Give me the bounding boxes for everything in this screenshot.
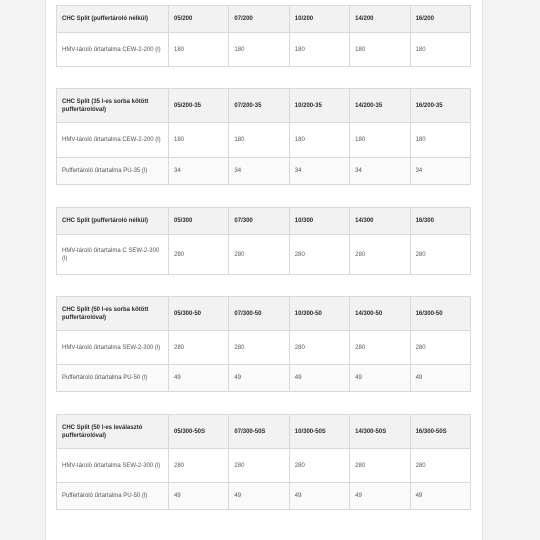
header-cell-model: CHC Split (50 l-es leválasztó puffertárolóval) <box>57 415 169 449</box>
header-cell: 14/200-35 <box>350 89 410 123</box>
table-cell: 34 <box>289 158 349 185</box>
table-cell: 280 <box>410 235 470 275</box>
table-cell: 180 <box>410 33 470 67</box>
table-cell: 180 <box>410 123 470 158</box>
table-cell: 180 <box>350 123 410 158</box>
header-cell: 16/200-35 <box>410 89 470 123</box>
table-cell: 280 <box>350 331 410 365</box>
header-cell-model: CHC Split (puffertároló nélkül) <box>57 208 169 235</box>
header-cell: 14/300-50S <box>350 415 410 449</box>
table-cell: 180 <box>229 33 289 67</box>
header-cell: 05/300-50S <box>169 415 229 449</box>
spec-table-chc-split-300 <box>56 207 471 275</box>
spec-table-chc-split-200 <box>56 5 471 67</box>
table-cell: 280 <box>169 331 229 365</box>
header-cell-model: CHC Split (50 l-es sorba kötött puffertárolóval) <box>57 297 169 331</box>
header-cell: 14/300 <box>350 208 410 235</box>
table-row <box>57 449 471 483</box>
table-cell: 180 <box>289 33 349 67</box>
table-row <box>57 158 471 185</box>
table-cell: 49 <box>350 483 410 510</box>
table-row <box>57 33 471 67</box>
table-cell: 280 <box>350 235 410 275</box>
header-cell: 10/200-35 <box>289 89 349 123</box>
table-cell: 280 <box>350 449 410 483</box>
table-cell: 280 <box>289 449 349 483</box>
row-label: Puffertároló űrtartalma PU-35 (l) <box>57 158 169 185</box>
header-cell: 16/300-50S <box>410 415 470 449</box>
header-cell: 05/200-35 <box>169 89 229 123</box>
table-cell: 34 <box>410 158 470 185</box>
row-label: HMV-tároló űrtartalma SEW-2-300 (l) <box>57 449 169 483</box>
table-row <box>57 365 471 392</box>
table-header-row <box>57 415 471 449</box>
table-row <box>57 235 471 275</box>
table-row <box>57 483 471 510</box>
table-cell: 280 <box>229 235 289 275</box>
table-header-row <box>57 297 471 331</box>
table-cell: 180 <box>289 123 349 158</box>
header-cell: 05/300-50 <box>169 297 229 331</box>
table-cell: 49 <box>169 483 229 510</box>
header-cell: 16/300 <box>410 208 470 235</box>
spec-table-chc-split-300-50 <box>56 296 471 392</box>
table-cell: 49 <box>229 365 289 392</box>
table-cell: 280 <box>289 235 349 275</box>
table-cell: 280 <box>169 235 229 275</box>
table-cell: 280 <box>229 331 289 365</box>
spec-table-chc-split-300-50s <box>56 414 471 510</box>
row-label: Puffertároló űrtartalma PU-50 (l) <box>57 483 169 510</box>
header-cell: 07/300-50 <box>229 297 289 331</box>
header-cell: 14/300-50 <box>350 297 410 331</box>
header-cell: 07/300-50S <box>229 415 289 449</box>
row-label: HMV-tároló űrtartalma CEW-2-200 (l) <box>57 123 169 158</box>
table-cell: 49 <box>350 365 410 392</box>
table-cell: 49 <box>410 483 470 510</box>
header-cell: 07/200-35 <box>229 89 289 123</box>
header-cell: 14/200 <box>350 6 410 33</box>
header-cell: 05/300 <box>169 208 229 235</box>
table-cell: 49 <box>289 365 349 392</box>
table-cell: 180 <box>169 33 229 67</box>
row-label: HMV-tároló űrtartalma CEW-2-200 (l) <box>57 33 169 67</box>
table-cell: 280 <box>289 331 349 365</box>
header-cell: 16/300-50 <box>410 297 470 331</box>
header-cell-model: CHC Split (35 l-es sorba kötött puffertárolóval) <box>57 89 169 123</box>
table-cell: 34 <box>169 158 229 185</box>
table-row <box>57 123 471 158</box>
table-header-row <box>57 208 471 235</box>
header-cell: 07/200 <box>229 6 289 33</box>
header-cell: 10/300 <box>289 208 349 235</box>
row-label: Puffertároló űrtartalma PU-50 (l) <box>57 365 169 392</box>
table-cell: 180 <box>350 33 410 67</box>
table-cell: 180 <box>229 123 289 158</box>
table-cell: 34 <box>229 158 289 185</box>
table-cell: 49 <box>169 365 229 392</box>
table-cell: 280 <box>410 449 470 483</box>
spec-table-chc-split-200-35 <box>56 88 471 185</box>
table-header-row <box>57 89 471 123</box>
table-cell: 280 <box>410 331 470 365</box>
header-cell: 10/200 <box>289 6 349 33</box>
table-cell: 280 <box>229 449 289 483</box>
table-cell: 280 <box>169 449 229 483</box>
header-cell: 10/300-50S <box>289 415 349 449</box>
table-cell: 49 <box>410 365 470 392</box>
header-cell: 05/200 <box>169 6 229 33</box>
row-label: HMV-tároló űrtartalma C SEW-2-300 (l) <box>57 235 169 275</box>
header-cell: 16/200 <box>410 6 470 33</box>
table-row <box>57 331 471 365</box>
table-header-row <box>57 6 471 33</box>
table-cell: 49 <box>289 483 349 510</box>
content-page <box>45 0 483 540</box>
header-cell: 10/300-50 <box>289 297 349 331</box>
row-label: HMV-tároló űrtartalma SEW-2-300 (l) <box>57 331 169 365</box>
header-cell: 07/300 <box>229 208 289 235</box>
header-cell-model: CHC Split (puffertároló nélkül) <box>57 6 169 33</box>
table-cell: 49 <box>229 483 289 510</box>
table-cell: 180 <box>169 123 229 158</box>
table-cell: 34 <box>350 158 410 185</box>
